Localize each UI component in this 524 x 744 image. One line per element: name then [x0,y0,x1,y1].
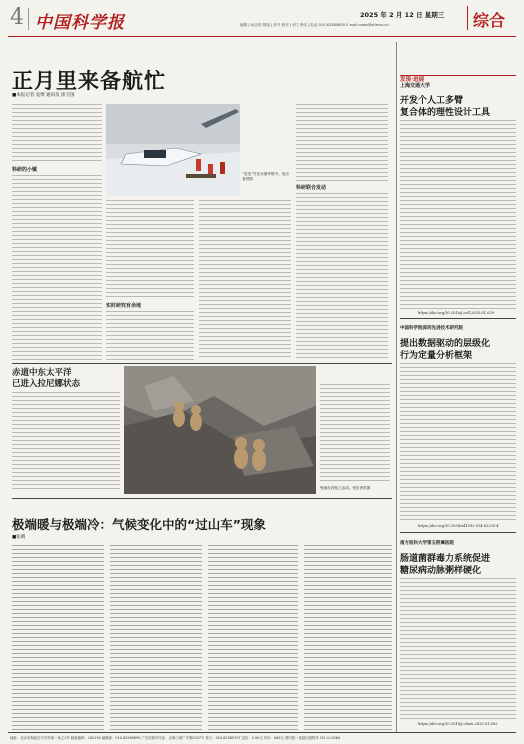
story1-title-line1: 开发个人工多臂 [400,96,464,106]
bottom-byline: ■张晴 [12,535,26,540]
story3-body [400,578,516,720]
cat-photo-caption-text: 兔狲在岩壁上活动。受访者供图 [320,486,371,490]
main-subhead-3: 实时研究有余地 [106,303,142,309]
cat-headline-line1: 赤道中东太平洋 [12,368,72,378]
bottom-col1-text [12,545,104,730]
sidebar-label: 发现·进展 [400,77,425,83]
cat-photo [124,366,316,494]
page-number: 4 [10,5,24,30]
cat-story-bottom-rule [12,498,392,499]
main-col2-text-a [106,200,194,298]
sidebar-divider [396,42,397,732]
story3-title-line1: 肠道菌群毒力系统促进 [400,554,491,564]
story3-doi: https://doi.org/10.1016/j.chom.2025.01.002 [418,722,498,726]
bottom-col4-text [304,545,392,730]
page-header [0,0,524,36]
story1-rule [400,318,516,319]
story1-doi: https://doi.org/10.1016/j.cell.2025.01.029 [418,311,494,315]
story2-rule [400,532,516,533]
bottom-col3-text [208,545,298,730]
story2-title-line1: 提出数据驱动的层级化 [400,339,491,349]
main-col2-text-b [106,311,194,361]
story3-title-line2: 糖尿病动脉粥样硬化 [400,566,482,576]
bottom-headline: 极端暖与极端冷：气候变化中的“过山车”现象 [12,517,266,532]
main-col1-text-a [12,104,102,164]
header-rule [8,36,516,37]
story2-doi: https://doi.org/10.1038/s41592-024-02220-4 [418,524,499,528]
main-subhead-1: 科研的小镇 [12,167,38,173]
main-col4-text-a [296,104,388,182]
cat-text-right [320,384,390,484]
main-col4-text-b [296,193,388,360]
footer-line: 地址：北京市海淀区中关村南一条乙1号 邮政编码：100190 编辑部：010-62580699 广告经营许可证：京海工商广字第0337号 发行：010-62580707 定价：2.50元 年价：640元 国内统一连续出版物号 CN 11-0084 [10,736,341,740]
main-col3-text [199,200,291,360]
main-photo-caption [242,172,292,182]
sidebar-label-box [400,66,516,83]
story1-title-line2: 复合体的理性设计工具 [400,108,491,118]
story1-body [400,120,516,310]
main-byline: ■本报记者 袁博 通讯员 徐卫国 [12,93,75,98]
story1-institution: 上海交通大学 [400,83,431,89]
main-photo-caption-text: “雪龙”号在冰面考察中。受访者供图 [242,172,289,181]
section-divider [467,6,468,30]
main-story-bottom-rule [12,363,392,364]
cat-text-left [12,392,120,492]
main-photo [106,104,240,196]
info-line: 编辑 | 孙志欣 排版 | 高升 校对 | 何工秀成 | 电话 010-62580600 E-mail:news@stimes.cn [240,23,389,27]
date-line: 2025 年 2 月 12 日 星期三 [360,11,445,19]
story2-title-line2: 行为定量分析框架 [400,351,473,361]
story3-institution: 南方医科大学第五附属医院 [400,541,454,546]
cat-headline-line2: 已进入拉尼娜状态 [12,379,81,389]
story2-institution: 中国科学院深圳先进技术研究院 [400,326,463,331]
section-label: 综合 [473,11,506,30]
masthead-logo: 中国科学报 [35,13,125,33]
cat-photo-caption [320,486,390,491]
page-number-divider [28,8,29,30]
main-headline: 正月里来备航忙 [12,69,166,93]
footer-rule [8,732,516,733]
main-subhead-2: 科研联合发动 [296,185,327,191]
story2-body [400,363,516,523]
bottom-col2-text [110,545,202,730]
main-col1-text-b [12,175,102,360]
